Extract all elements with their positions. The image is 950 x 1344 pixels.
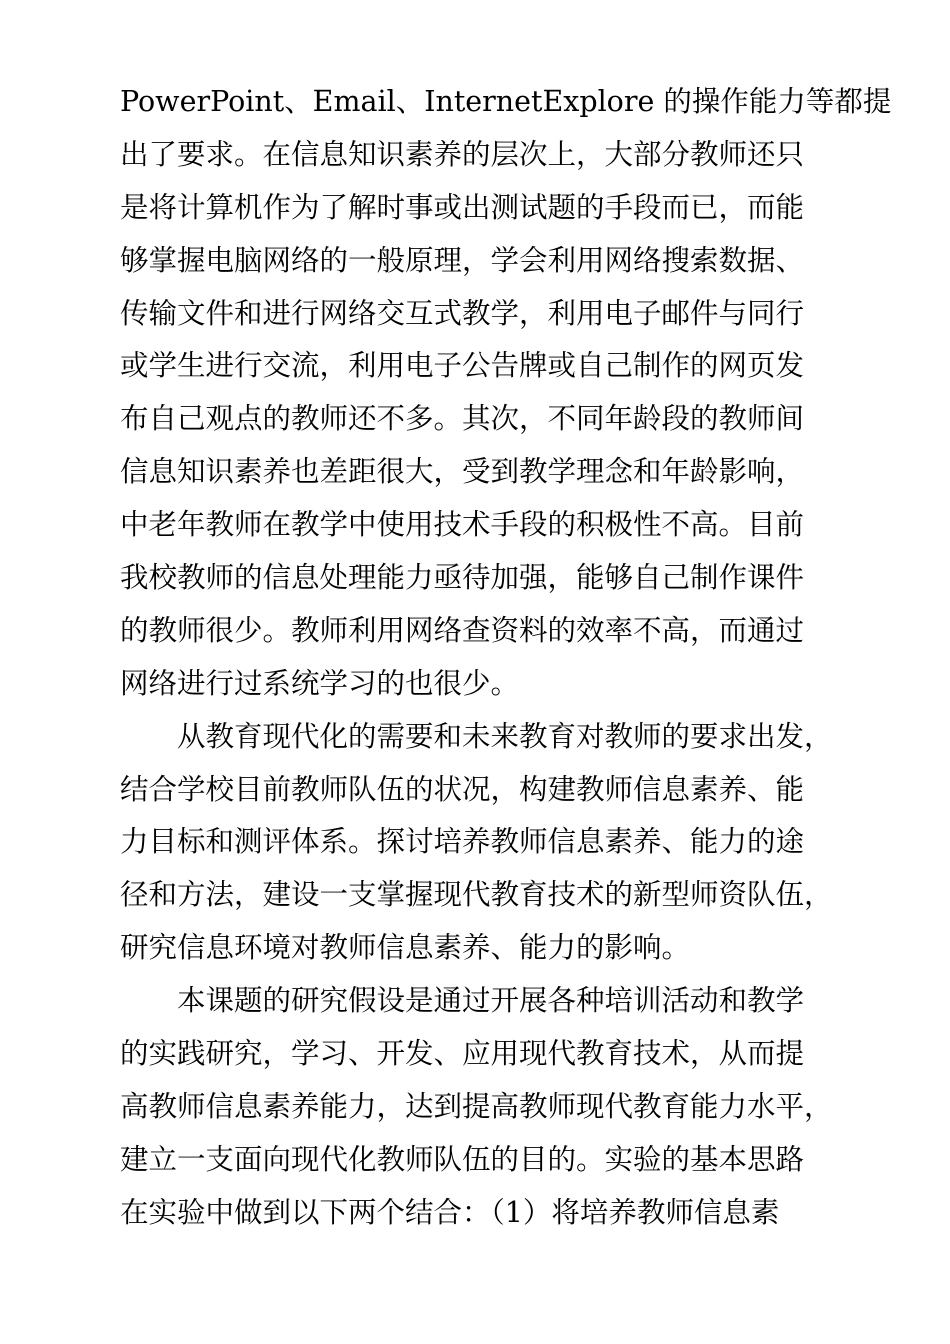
paragraph-line: 出了要求。在信息知识素养的层次上，大部分教师还只	[120, 137, 805, 171]
paragraph-line: 径和方法，建设一支掌握现代教育技术的新型师资队伍，	[120, 878, 833, 912]
paragraph-line: 的实践研究，学习、开发、应用现代教育技术，从而提	[120, 1037, 805, 1071]
paragraph-1	[120, 76, 892, 711]
paragraph-line: 建立一支面向现代化教师队伍的目的。实验的基本思路	[120, 1142, 805, 1176]
paragraph-line: 力目标和测评体系。探讨培养教师信息素养、能力的途	[120, 825, 805, 859]
paragraph-3	[120, 975, 840, 1239]
paragraph-line: 够掌握电脑网络的一般原理，学会利用网络搜索数据、	[120, 243, 805, 277]
paragraph-line: 我校教师的信息处理能力亟待加强，能够自己制作课件	[120, 561, 805, 595]
paragraph-line: 中老年教师在教学中使用技术手段的积极性不高。目前	[120, 508, 805, 542]
paragraph-line: 是将计算机作为了解时事或出测试题的手段而已，而能	[120, 190, 805, 224]
paragraph-line: PowerPoint、Email、InternetExplore 的操作能力等都提	[120, 85, 892, 118]
paragraph-line: 研究信息环境对教师信息素养、能力的影响。	[120, 931, 691, 965]
paragraph-line: 网络进行过系统学习的也很少。	[120, 666, 520, 700]
paragraph-line: 传输文件和进行网络交互式教学，利用电子邮件与同行	[120, 296, 805, 330]
paragraph-line: 的教师很少。教师利用网络查资料的效率不高，而通过	[120, 613, 805, 647]
paragraph-line: 本课题的研究假设是通过开展各种培训活动和教学	[177, 984, 805, 1018]
paragraph-line: 布自己观点的教师还不多。其次，不同年龄段的教师间	[120, 402, 805, 436]
paragraph-line: 高教师信息素养能力，达到提高教师现代教育能力水平，	[120, 1089, 833, 1123]
paragraph-line: 在实验中做到以下两个结合：（1）将培养教师信息素	[120, 1195, 780, 1229]
paragraph-2	[120, 711, 840, 975]
paragraph-line: 信息知识素养也差距很大，受到教学理念和年龄影响，	[120, 455, 805, 489]
paragraph-line: 或学生进行交流，利用电子公告牌或自己制作的网页发	[120, 349, 805, 383]
paragraph-line: 从教育现代化的需要和未来教育对教师的要求出发，	[177, 719, 833, 753]
paragraph-line: 结合学校目前教师队伍的状况，构建教师信息素养、能	[120, 772, 805, 806]
document-body	[120, 76, 892, 1240]
